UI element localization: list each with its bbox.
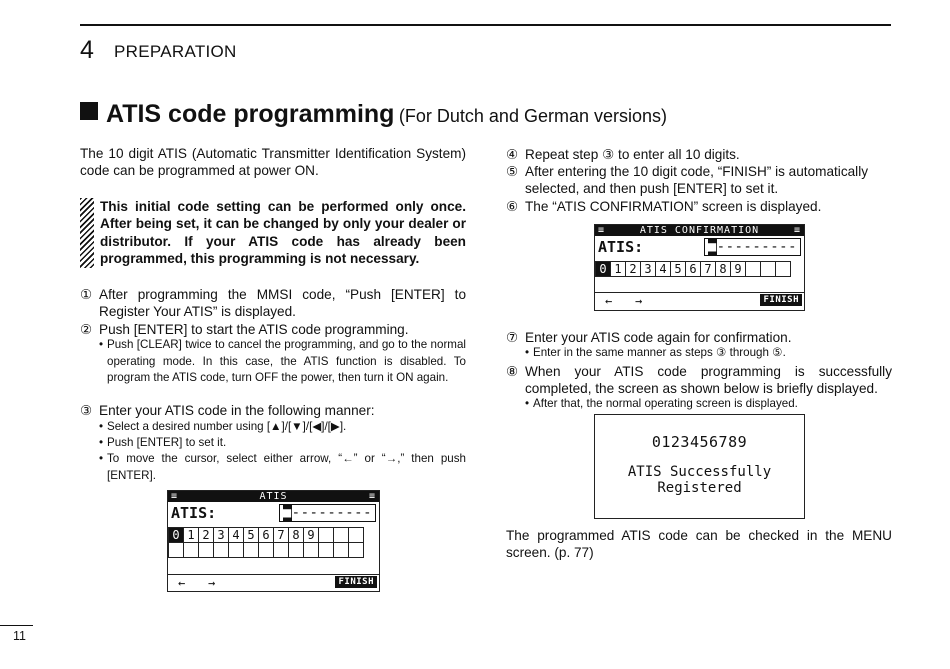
step-2 (80, 321, 466, 338)
left-arrow-icon: ← (178, 576, 186, 590)
step-7 (506, 329, 892, 346)
page-number: 11 (13, 629, 26, 643)
footer-rule (0, 625, 33, 626)
code-placeholder: --------- (716, 239, 797, 255)
step-3-bullet-1: • Select a desired number using [▲]/[▼]/[◀]/[▶]. (99, 419, 466, 436)
step-number: ① (80, 287, 93, 302)
bullet-text: Enter in the same manner as steps ③ through ⑤. (533, 346, 786, 359)
step-text: After entering the 10 digit code, “FINISH” is automatically selected, and then push [ENTER] to set it. (525, 164, 869, 197)
step-text: The “ATIS CONFIRMATION” screen is displayed. (525, 199, 822, 214)
step-8-bullet: • After that, the normal operating screen is displayed. (525, 396, 892, 413)
empty-key (334, 528, 349, 543)
step-8 (506, 363, 892, 398)
bullet-text: Select a desired number using [▲]/[▼]/[◀]/[▶]. (107, 420, 347, 433)
step-3-bullet-2: • Push [ENTER] to set it. (99, 435, 466, 452)
step-1 (80, 286, 466, 321)
section-heading (80, 100, 667, 129)
empty-key (319, 528, 334, 543)
registered-code: 0123456789 (651, 433, 748, 451)
empty-key (776, 262, 791, 277)
right-arrow-icon: → (635, 294, 643, 308)
header-rule (80, 24, 891, 26)
step-text: When your ATIS code programming is successfully completed, the screen as shown below is briefly displayed. (525, 364, 892, 397)
digit-key: 7 (701, 262, 716, 277)
warning-text: This initial code setting can be performed only once. After being set, it can be changed by only your dealer or distributor. If your ATIS code has already been programmed, this programming is not necessary. (100, 199, 466, 266)
screen-title: ATIS (259, 491, 288, 502)
menu-icon: ≡ (598, 225, 606, 236)
chapter-title: PREPARATION (114, 42, 237, 61)
digit-key: 4 (229, 528, 244, 543)
digit-key: 6 (686, 262, 701, 277)
digit-key: 8 (289, 528, 304, 543)
success-line-2: Registered (657, 480, 742, 496)
menu-icon: ≡ (171, 491, 179, 502)
step-text: Enter your ATIS code again for confirmation. (525, 330, 792, 345)
digit-key: 6 (259, 528, 274, 543)
step-number: ⑦ (506, 330, 519, 345)
cursor-icon: ■ (282, 505, 292, 521)
bullet-text: To move the cursor, select either arrow, “←” or “→,” then push [ENTER]. (107, 452, 466, 482)
digit-grid (595, 261, 791, 277)
digit-key: 8 (716, 262, 731, 277)
atis-code-field (279, 504, 376, 522)
square-bullet-icon (80, 102, 98, 120)
intro-paragraph: The 10 digit ATIS (Automatic Transmitter Identification System) code can be programmed at power ON. (80, 146, 466, 179)
atis-label: ATIS: (598, 238, 644, 256)
menu-icon: ≡ (793, 225, 801, 236)
bullet-text: After that, the normal operating screen is displayed. (533, 397, 798, 410)
digit-key: 3 (214, 528, 229, 543)
digit-key: 5 (671, 262, 686, 277)
digit-key: 3 (641, 262, 656, 277)
digit-grid (168, 527, 364, 558)
digit-key: 0 (169, 528, 184, 543)
digit-key: 5 (244, 528, 259, 543)
nav-row (168, 574, 379, 591)
closing-paragraph: The programmed ATIS code can be checked in the MENU screen. (p. 77) (506, 528, 892, 561)
digit-key: 9 (731, 262, 746, 277)
step-number: ④ (506, 147, 519, 162)
step-3-bullet-3: • To move the cursor, select either arrow, “←” or “→,” then push [ENTER]. (99, 451, 466, 484)
step-text: Repeat step ③ to enter all 10 digits. (525, 147, 740, 162)
step-number: ⑥ (506, 199, 519, 214)
screen-title: ATIS CONFIRMATION (639, 225, 760, 236)
step-3 (80, 402, 466, 419)
step-text: Enter your ATIS code in the following manner: (99, 403, 375, 418)
digit-key: 1 (611, 262, 626, 277)
empty-key (349, 528, 364, 543)
atis-registered-screen (594, 414, 805, 519)
digit-key: 7 (274, 528, 289, 543)
step-5 (506, 163, 892, 198)
screen-title-bar (595, 225, 804, 236)
step-number: ③ (80, 403, 93, 418)
step-2-bullet: • Push [CLEAR] twice to cancel the programming, and go to the normal operating mode. In this case, the ATIS function is disabled. To program the ATIS code, turn OFF the power, then turn it ON again. (99, 337, 466, 387)
digit-key: 9 (304, 528, 319, 543)
step-number: ⑧ (506, 364, 519, 379)
atis-label: ATIS: (171, 504, 217, 522)
screen-title-bar (168, 491, 379, 502)
chapter-number: 4 (80, 36, 94, 64)
step-4 (506, 146, 892, 163)
step-text: Push [ENTER] to start the ATIS code programming. (99, 322, 409, 337)
menu-icon: ≡ (368, 491, 376, 502)
digit-key: 2 (626, 262, 641, 277)
right-arrow-icon: → (208, 576, 216, 590)
finish-key: FINISH (335, 576, 377, 588)
step-number: ② (80, 322, 93, 337)
empty-key (761, 262, 776, 277)
step-6 (506, 198, 892, 215)
bullet-text: Push [CLEAR] twice to cancel the programming, and go to the normal operating mode. In this case, the ATIS function is disabled. To program the ATIS code, turn OFF the power, then turn it ON again. (107, 338, 466, 384)
finish-key: FINISH (760, 294, 802, 306)
caution-hatch-icon (80, 198, 94, 268)
empty-key (746, 262, 761, 277)
step-text: After programming the MMSI code, “Push [ENTER] to Register Your ATIS” is displayed. (99, 287, 466, 320)
digit-key: 4 (656, 262, 671, 277)
step-number: ⑤ (506, 164, 519, 179)
digit-key: 2 (199, 528, 214, 543)
atis-code-field (704, 238, 801, 256)
cursor-icon: ■ (707, 239, 717, 255)
step-7-bullet: • Enter in the same manner as steps ③ through ⑤. (525, 345, 892, 362)
atis-entry-screen (167, 490, 380, 592)
digit-key: 1 (184, 528, 199, 543)
bullet-text: Push [ENTER] to set it. (107, 436, 227, 449)
success-line-1: ATIS Successfully (627, 464, 772, 480)
warning-note (80, 198, 466, 267)
nav-row (595, 292, 804, 310)
digit-key: 0 (596, 262, 611, 277)
section-title: ATIS code programming (106, 100, 395, 128)
left-arrow-icon: ← (605, 294, 613, 308)
code-placeholder: --------- (291, 505, 372, 521)
atis-confirmation-screen (594, 224, 805, 311)
section-subtitle: (For Dutch and German versions) (398, 106, 667, 126)
